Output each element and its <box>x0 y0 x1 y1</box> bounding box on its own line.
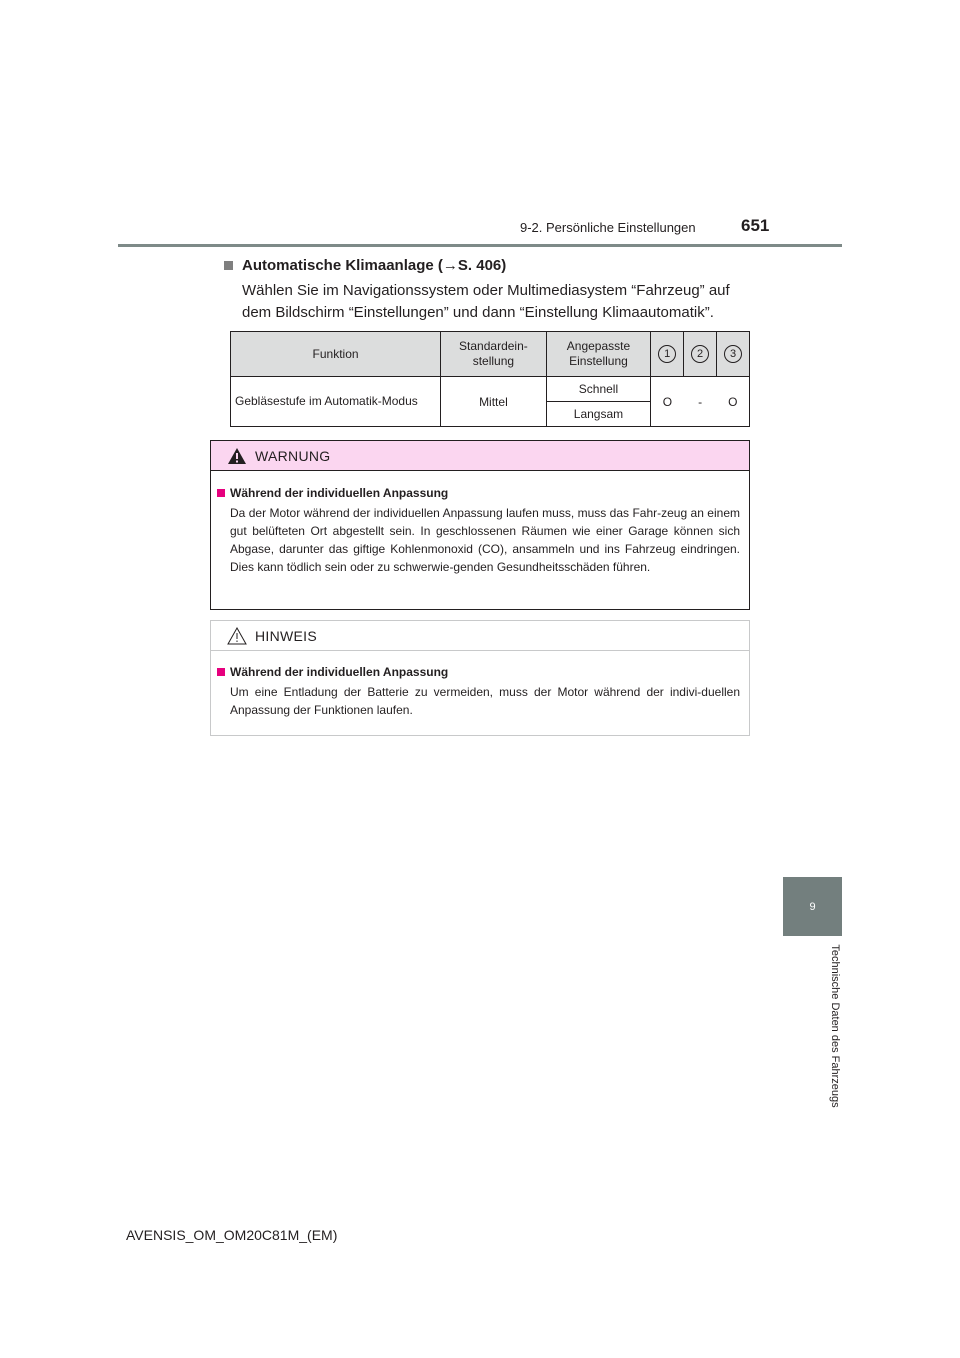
cell-default: Mittel <box>441 377 547 427</box>
table-header-row <box>231 332 750 377</box>
cell-c2: - <box>684 377 717 427</box>
notice-subheading-text: Während der individuellen Anpassung <box>230 665 449 679</box>
col-header-function: Funktion <box>231 332 441 377</box>
warning-subheading-text: Während der individuellen Anpassung <box>230 486 449 500</box>
notice-subheading <box>217 665 448 679</box>
table-row <box>231 377 750 402</box>
col-header-3 <box>717 332 750 377</box>
warning-header <box>211 441 749 471</box>
warning-title: WARNUNG <box>255 447 331 464</box>
cell-option-2: Langsam <box>546 402 651 427</box>
warning-subheading <box>217 486 448 500</box>
notice-title: HINWEIS <box>255 627 317 644</box>
warning-box <box>210 440 750 610</box>
chapter-number: 9 <box>809 900 816 913</box>
caution-triangle-icon <box>227 627 247 645</box>
settings-table <box>230 331 750 427</box>
circled-two-icon: 2 <box>691 345 709 363</box>
cell-c1: O <box>651 377 684 427</box>
cell-c3: O <box>717 377 750 427</box>
col-header-custom: Angepasste Einstellung <box>546 332 651 377</box>
running-header-section: 9-2. Persönliche Einstellungen <box>520 220 696 235</box>
cell-option-1: Schnell <box>546 377 651 402</box>
circled-one-icon: 1 <box>658 345 676 363</box>
chapter-title: Technische Daten des Fahrzeugs <box>829 944 841 1108</box>
section-heading <box>224 257 506 274</box>
col-header-1 <box>651 332 684 377</box>
warning-text: Da der Motor während der individuellen Anpassung laufen muss, muss das Fahr-zeug an einem gut belüfteten Ort abgestellt sein. In geschlossenen Räumen wie einer Garage können sich Abgase, darunter das giftige Kohlenmonoxid (CO), ansammeln und ins Fahrzeug eindringen. Dies kann tödlich sein oder zu schwerwie-genden Gesundheitsschäden führen. <box>230 506 740 574</box>
circled-three-icon: 3 <box>724 345 742 363</box>
cell-function: Gebläsestufe im Automatik-Modus <box>231 377 441 427</box>
square-bullet-icon <box>224 261 233 270</box>
notice-text: Um eine Entladung der Batterie zu vermeiden, muss der Motor während der indivi-duellen Anpassung der Funktionen laufen. <box>230 685 740 717</box>
section-body: Wählen Sie im Navigationssystem oder Multimediasystem “Fahrzeug” auf dem Bildschirm “Einstellungen” und dann “Einstellung Klimaautomatik”. <box>242 282 730 321</box>
col-header-2 <box>684 332 717 377</box>
chapter-tab <box>783 877 842 936</box>
notice-box <box>210 620 750 736</box>
page-number: 651 <box>741 216 770 235</box>
header-rule <box>118 244 842 247</box>
notice-header <box>211 621 749 651</box>
document-id: AVENSIS_OM_OM20C81M_(EM) <box>126 1227 338 1243</box>
col-header-default: Standardein-stellung <box>441 332 547 377</box>
section-heading-text: Automatische Klimaanlage (→S. 406) <box>242 257 507 274</box>
square-bullet-icon <box>217 489 225 497</box>
warning-triangle-icon <box>227 447 247 465</box>
square-bullet-icon <box>217 668 225 676</box>
